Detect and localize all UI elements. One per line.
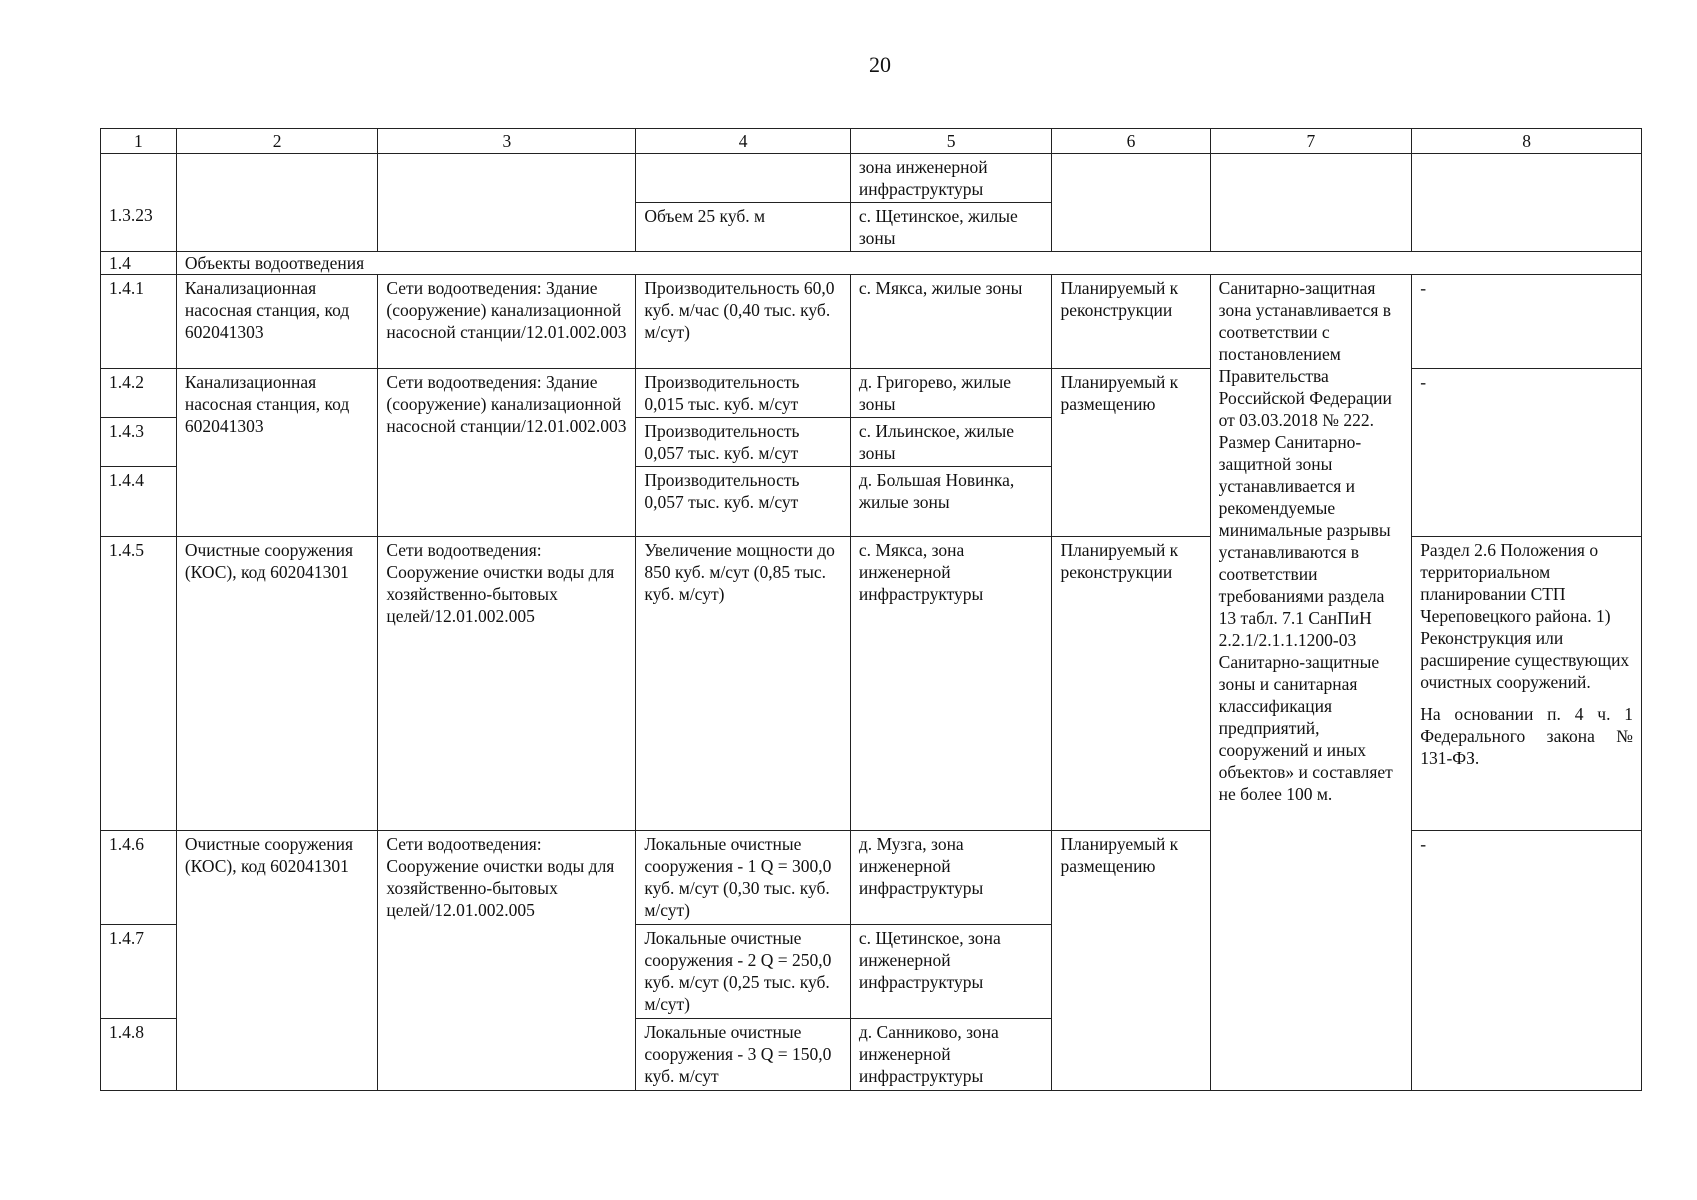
header-cell: 2 (176, 129, 378, 154)
table-cell: Локальные очистные сооружения - 3 Q = 150,0 куб. м/сут (636, 1019, 851, 1091)
table-cell: Планируемый к реконструкции (1052, 275, 1210, 369)
table-row (101, 154, 1642, 203)
table-cell: Планируемый к размещению (1052, 369, 1210, 537)
header-cell: 8 (1412, 129, 1642, 154)
table-cell: Сети водоотведения: Сооружение очистки воды для хозяйственно-бытовых целей/12.01.002.005 (378, 831, 636, 1091)
table-cell: с. Мякса, зона инженерной инфраструктуры (850, 537, 1052, 831)
table-cell: Локальные очистные сооружения - 2 Q = 250,0 куб. м/сут (0,25 тыс. куб. м/сут) (636, 925, 851, 1019)
table-cell: - (1412, 831, 1642, 1091)
water-objects-table (100, 128, 1642, 1091)
table-cell (378, 154, 636, 252)
table-cell: Производительность 0,057 тыс. куб. м/сут (636, 467, 851, 537)
table-cell: Производительность 0,057 тыс. куб. м/сут (636, 418, 851, 467)
table-cell: д. Григорево, жилые зоны (850, 369, 1052, 418)
table-cell: Очистные сооружения (КОС), код 602041301 (176, 537, 378, 831)
header-cell: 1 (101, 129, 177, 154)
table-cell (636, 154, 851, 203)
row-number-cell (101, 154, 177, 252)
row-number: 1.4.8 (101, 1019, 177, 1091)
header-cell: 6 (1052, 129, 1210, 154)
table-cell: Планируемый к размещению (1052, 831, 1210, 1091)
table-cell: Производительность 60,0 куб. м/час (0,40 тыс. куб. м/сут) (636, 275, 851, 369)
table-cell: с. Щетинское, зона инженерной инфраструктуры (850, 925, 1052, 1019)
legal-basis-law: На основании п. 4 ч. 1 Федерального закона № 131-ФЗ. (1420, 704, 1633, 768)
sanitary-zone-note: Санитарно-защитная зона устанавливается в соответствии с постановлением Правительства Российской Федерации от 03.03.2018 № 222. Размер Санитарно-защитной зоны устанавливается и рекомендуемые минимальные разрывы устанавливаются в соответствии требованиями раздела 13 табл. 7.1 СанПиН 2.2.1/2.1.1.1200-03 Санитарно-защитные зоны и санитарная классификация предприятий, сооружений и иных объектов» и составляет не более 100 м. (1210, 275, 1412, 1091)
table-cell: Канализационная насосная станция, код 602041303 (176, 369, 378, 537)
section-number: 1.4 (101, 252, 177, 275)
row-number: 1.4.1 (101, 275, 177, 369)
row-number: 1.4.4 (101, 467, 177, 537)
table-cell: с. Ильинское, жилые зоны (850, 418, 1052, 467)
header-cell: 5 (850, 129, 1052, 154)
table-cell: - (1412, 369, 1642, 537)
table-cell: Увеличение мощности до 850 куб. м/сут (0,85 тыс. куб. м/сут) (636, 537, 851, 831)
page-number: 20 (869, 52, 891, 77)
table-cell: Производительность 0,015 тыс. куб. м/сут (636, 369, 851, 418)
legal-basis-text: Раздел 2.6 Положения о территориальном планировании СТП Череповецкого района. 1) Реконструкция или расширение существующих очистных сооружений. (1420, 540, 1630, 692)
table-cell: зона инженерной инфраструктуры (850, 154, 1052, 203)
header-cell: 3 (378, 129, 636, 154)
table-cell: Сети водоотведения: Сооружение очистки воды для хозяйственно-бытовых целей/12.01.002.005 (378, 537, 636, 831)
row-number: 1.4.2 (101, 369, 177, 418)
row-number: 1.4.5 (101, 537, 177, 831)
table-cell (176, 154, 378, 252)
column-number-header (101, 129, 1642, 154)
header-cell: 7 (1210, 129, 1412, 154)
table-cell (1412, 154, 1642, 252)
table-cell: с. Щетинское, жилые зоны (850, 203, 1052, 252)
section-title: Объекты водоотведения (176, 252, 1641, 275)
table-cell (1052, 154, 1210, 252)
table-cell: д. Музга, зона инженерной инфраструктуры (850, 831, 1052, 925)
header-cell: 4 (636, 129, 851, 154)
table-cell: Канализационная насосная станция, код 602041303 (176, 275, 378, 369)
table-cell: - (1412, 275, 1642, 369)
table-cell: д. Санниково, зона инженерной инфраструктуры (850, 1019, 1052, 1091)
table-cell: Очистные сооружения (КОС), код 602041301 (176, 831, 378, 1091)
table-cell: Локальные очистные сооружения - 1 Q = 300,0 куб. м/сут (0,30 тыс. куб. м/сут) (636, 831, 851, 925)
table-cell: Объем 25 куб. м (636, 203, 851, 252)
table-cell: Сети водоотведения: Здание (сооружение) канализационной насосной станции/12.01.002.003 (378, 369, 636, 537)
row-number: 1.4.6 (101, 831, 177, 925)
section-row (101, 252, 1642, 275)
row-number: 1.4.7 (101, 925, 177, 1019)
table-cell (1210, 154, 1412, 252)
row-number: 1.4.3 (101, 418, 177, 467)
table-cell (1412, 537, 1642, 831)
table-cell: Сети водоотведения: Здание (сооружение) канализационной насосной станции/12.01.002.003 (378, 275, 636, 369)
table-row (101, 275, 1642, 369)
table-cell: д. Большая Новинка, жилые зоны (850, 467, 1052, 537)
table-cell: Планируемый к реконструкции (1052, 537, 1210, 831)
row-number: 1.3.23 (109, 205, 153, 225)
table-cell: с. Мякса, жилые зоны (850, 275, 1052, 369)
